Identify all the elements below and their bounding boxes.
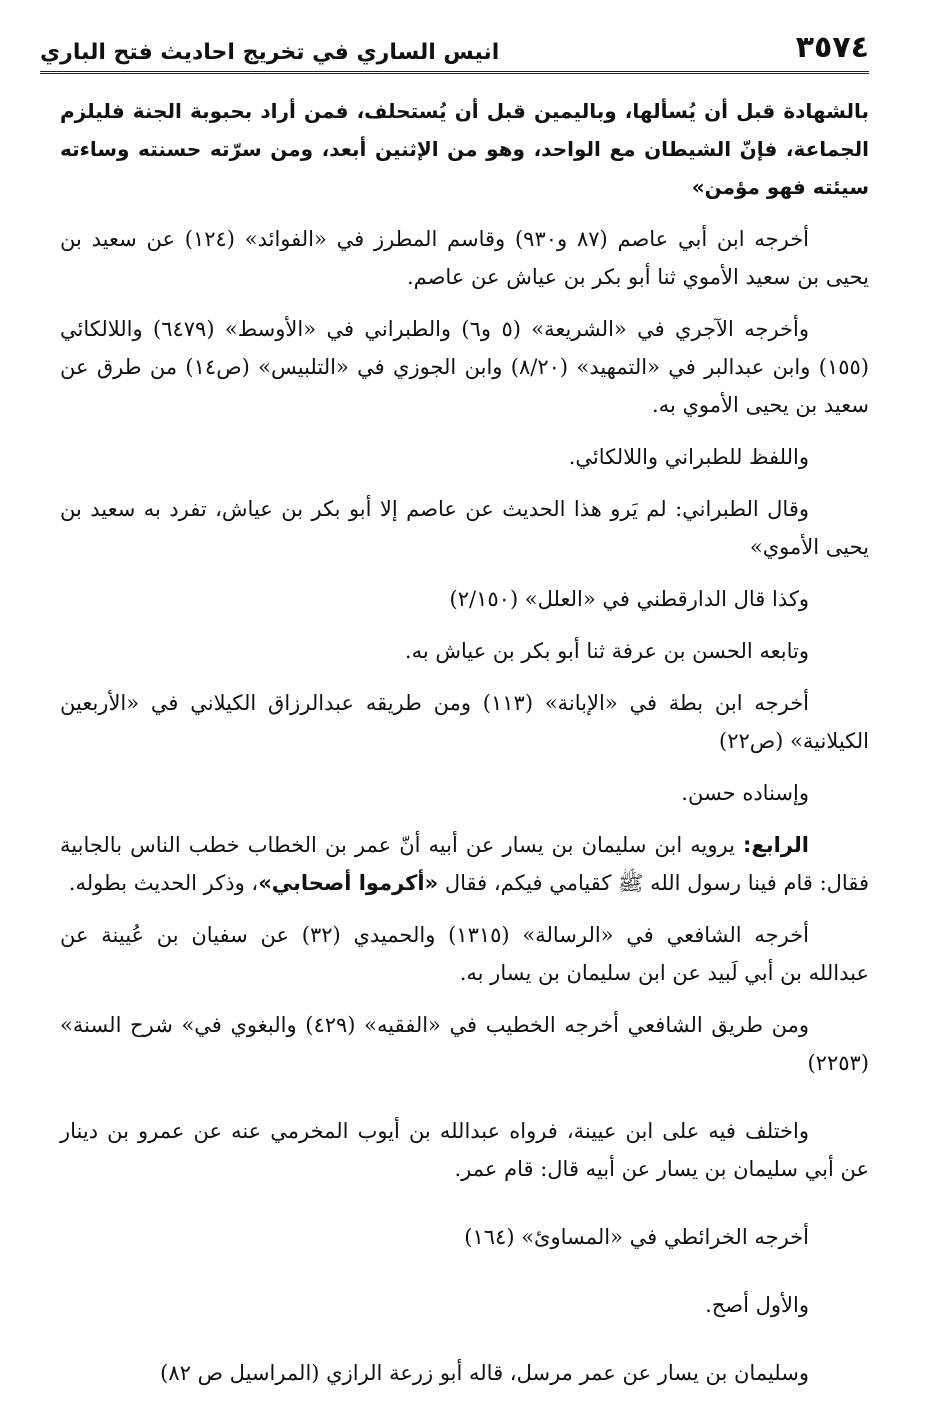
paragraph: والأول أصح. — [705, 1293, 809, 1317]
spacer — [60, 1096, 869, 1112]
page-body — [60, 92, 869, 1406]
paragraph: وتابعه الحسن بن عرفة ثنا أبو بكر بن عياش به. — [404, 639, 809, 663]
page-header — [40, 24, 869, 74]
hadith-text-continuation: بالشهادة قبل أن يُسألها، وباليمين قبل أن يُستحلف، فمن أراد بحبوبة الجنة فليلزم الجماعة، فإنّ الشيطان مع الواحد، وهو من الإثنين أبعد، ومن سرّته حسنته وساءته سيئته فهو مؤمن» — [60, 99, 869, 199]
paragraph-text: يرويه ابن سليمان بن يسار عن أبيه أنّ عمر بن الخطاب خطب الناس بالجابية فقال: قام فينا رسول الله ﷺ كقيامي فيكم، فقال — [60, 833, 869, 895]
paragraph: أخرجه الشافعي في «الرسالة» (١٣١٥) والحميدي (٣٢) عن سفيان بن عُيينة عن عبدالله بن أبي لَبيد عن ابن سليمان بن يسار به. — [60, 923, 869, 985]
paragraph: واختلف فيه على ابن عيينة، فرواه عبدالله بن أيوب المخرمي عنه عن عمرو بن دينار عن أبي سليمان بن يسار عن أبيه قال: قام عمر. — [60, 1119, 869, 1181]
paragraph: واللفظ للطبراني واللالكائي. — [568, 445, 809, 469]
paragraph: أخرجه ابن أبي عاصم (٨٧ و٩٣٠) وقاسم المطرز في «الفوائد» (١٢٤) عن سعيد بن يحيى بن سعيد الأموي ثنا أبو بكر بن عياش عن عاصم. — [60, 227, 869, 289]
spacer — [60, 1202, 869, 1218]
paragraph: وإسناده حسن. — [681, 781, 809, 805]
paragraph: وسليمان بن يسار عن عمر مرسل، قاله أبو زرعة الرازي (المراسيل ص ٨٢) — [160, 1361, 809, 1385]
paragraph: وقال الطبراني: لم يَرو هذا الحديث عن عاصم إلا أبو بكر بن عياش، تفرد به سعيد بن يحيى الأموي» — [60, 497, 869, 559]
paragraph: وأخرجه الآجري في «الشريعة» (٥ و٦) والطبراني في «الأوسط» (٦٤٧٩) واللالكائي (١٥٥) وابن عبدالبر في «التمهيد» (٨/٢٠) وابن الجوزي في «التلبيس» (ص١٤) من طرق عن سعيد بن يحيى الأموي به. — [60, 317, 869, 417]
spacer — [60, 1270, 869, 1286]
paragraph: أخرجه ابن بطة في «الإبانة» (١١٣) ومن طريقه عبدالرزاق الكيلاني في «الأربعين الكيلانية» (ص٢٢) — [60, 691, 869, 753]
section-label: الرابع: — [743, 833, 809, 857]
paragraph-text: ، وذكر الحديث بطوله. — [68, 871, 259, 895]
page-number: ٣٥٧٤ — [795, 30, 869, 65]
running-title: انيس الساري في تخريج احاديث فتح الباري — [40, 40, 500, 65]
paragraph: أخرجه الخرائطي في «المساوئ» (١٦٤) — [464, 1225, 809, 1249]
paragraph-fourth-narration — [60, 826, 869, 902]
paragraph: ومن طريق الشافعي أخرجه الخطيب في «الفقيه» (٤٢٩) والبغوي في» شرح السنة» (٢٢٥٣) — [60, 1013, 869, 1075]
paragraph: وكذا قال الدارقطني في «العلل» (٢/١٥٠) — [449, 587, 809, 611]
hadith-quote: «أكرموا أصحابي» — [258, 871, 439, 895]
spacer — [60, 1338, 869, 1354]
